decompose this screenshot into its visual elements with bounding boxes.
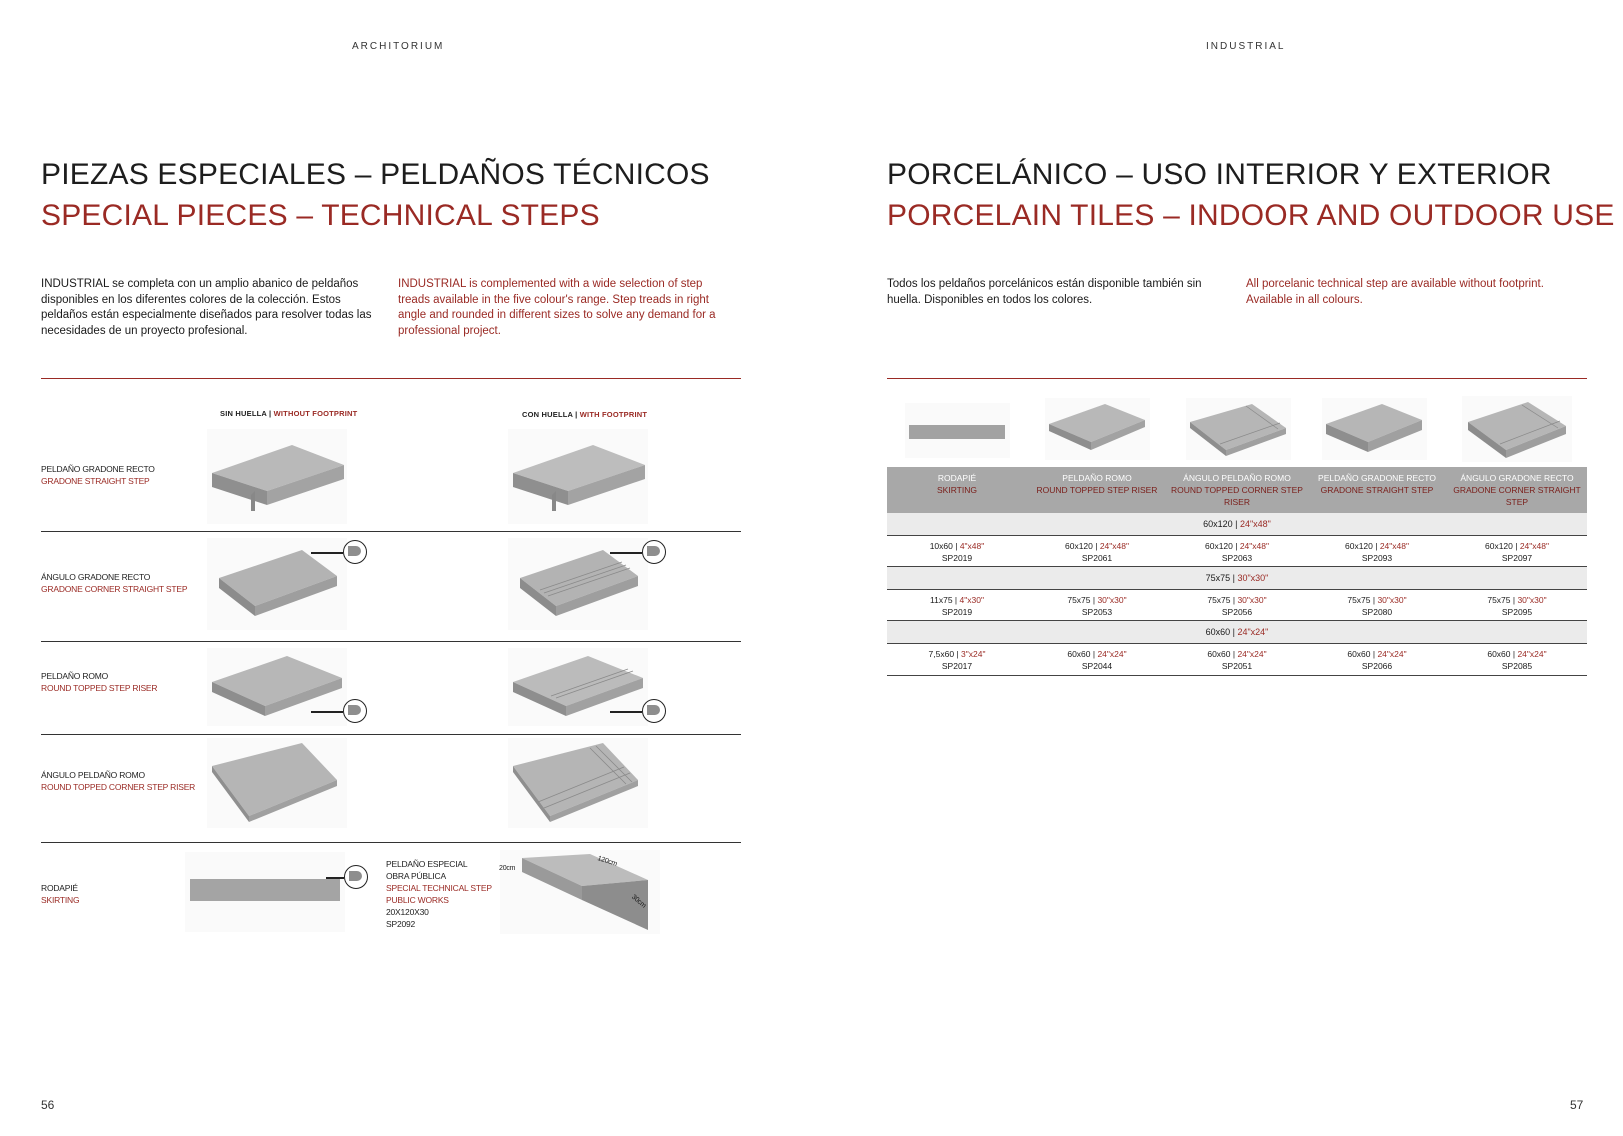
special-step-size: 20X120X30 <box>386 907 429 917</box>
table-cell: 7,5x60 | 3"x24" SP2017 <box>928 649 986 671</box>
tile-image-round-topped-footprint <box>508 648 648 726</box>
cell-imperial: 30"x30" <box>1517 595 1547 605</box>
row-divider <box>41 531 741 532</box>
cell-imperial: 3"x24" <box>961 649 986 659</box>
page-title-right-es: PORCELÁNICO – USO INTERIOR Y EXTERIOR <box>887 158 1552 191</box>
row-label-es: ÁNGULO GRADONE RECTO <box>41 572 151 582</box>
header-es: ÁNGULO PELDAÑO ROMO <box>1183 473 1291 483</box>
header-cell-round-topped-corner <box>1167 467 1307 513</box>
tile-image-skirting <box>185 852 345 932</box>
section-divider-right <box>887 378 1587 379</box>
row-label-es: RODAPIÉ <box>41 883 78 893</box>
callout-line <box>610 552 642 554</box>
row-divider <box>41 734 741 735</box>
row-divider <box>41 842 741 843</box>
row-label-round-topped-corner <box>41 769 195 793</box>
table-cell: 60x120 | 24"x48" SP2063 <box>1204 541 1270 563</box>
band-imperial: 30"x30" <box>1237 573 1269 583</box>
tile-image-round-topped-plain <box>207 648 347 726</box>
page-number-right: 57 <box>1570 1098 1584 1112</box>
row-label-skirting <box>41 882 79 906</box>
tile-image-round-topped-corner-plain <box>207 738 347 828</box>
cell-metric: 60x120 <box>1064 541 1093 551</box>
thumb-round-topped <box>1045 398 1150 460</box>
row-label-gradone-straight <box>41 463 155 487</box>
table-cell: 11x75 | 4"x30" SP2019 <box>930 595 984 617</box>
intro-right-es: Todos los peldaños porcelánicos están disponible también sin huella. Disponibles en todos los colores. <box>887 278 1202 306</box>
row-label-en: ROUND TOPPED CORNER STEP RISER <box>41 782 196 792</box>
section-divider-left <box>41 378 741 379</box>
header-cell-gradone-corner <box>1447 467 1587 513</box>
cell-code: SP2056 <box>1221 607 1253 617</box>
spec-table-header <box>887 467 1587 513</box>
cell-code: SP2097 <box>1501 553 1533 563</box>
table-line <box>887 675 1587 676</box>
table-cell: 75x75 | 30"x30" SP2053 <box>1067 595 1127 617</box>
page-title-es: PIEZAS ESPECIALES – PELDAÑOS TÉCNICOS <box>41 158 710 191</box>
row-label-en: GRADONE CORNER STRAIGHT STEP <box>41 584 188 594</box>
cell-imperial: 24"x48" <box>1239 541 1270 551</box>
table-cell: 60x60 | 24"x24" SP2051 <box>1207 649 1267 671</box>
cell-imperial: 4"x30" <box>959 595 984 605</box>
cell-imperial: 24"x24" <box>1517 649 1547 659</box>
row-label-es: PELDAÑO ROMO <box>41 671 109 681</box>
row-label-es: ÁNGULO PELDAÑO ROMO <box>41 770 145 780</box>
cell-code: SP2066 <box>1361 661 1393 671</box>
cell-imperial: 24"x48" <box>1379 541 1410 551</box>
row-label-gradone-corner <box>41 571 187 595</box>
cell-metric: 10x60 <box>929 541 953 551</box>
cell-code: SP2063 <box>1221 553 1253 563</box>
size-band-1: 60x120 | 24"x48" <box>887 513 1587 535</box>
size-band-3: 60x60 | 24"x24" <box>887 621 1587 643</box>
table-cell: 60x60 | 24"x24" SP2066 <box>1347 649 1407 671</box>
cell-imperial: 30"x30" <box>1377 595 1407 605</box>
special-step-code: SP2092 <box>386 919 416 929</box>
dim-height-label: 20cm <box>499 865 516 872</box>
page-title-right-en: PORCELAIN TILES – INDOOR AND OUTDOOR USE <box>887 199 1615 232</box>
row-label-en: SKIRTING <box>41 895 80 905</box>
header-cell-skirting <box>887 467 1027 513</box>
intro-right-en: All porcelanic technical step are available without footprint. Available in all colours. <box>1246 278 1544 306</box>
row-label-en: ROUND TOPPED STEP RISER <box>41 683 158 693</box>
header-cell-gradone-straight <box>1307 467 1447 513</box>
cell-metric: 60x120 <box>1484 541 1513 551</box>
table-cell: 75x75 | 30"x30" SP2056 <box>1207 595 1267 617</box>
band-imperial: 24"x48" <box>1239 519 1271 529</box>
cell-metric: 75x75 <box>1067 595 1091 605</box>
tile-image-gradone-straight-plain <box>207 429 347 524</box>
table-row <box>887 590 1587 620</box>
row-label-en: GRADONE STRAIGHT STEP <box>41 476 150 486</box>
header-en: GRADONE STRAIGHT STEP <box>1320 485 1434 495</box>
cell-code: SP2085 <box>1501 661 1533 671</box>
callout-line <box>311 552 343 554</box>
header-es: PELDAÑO GRADONE RECTO <box>1318 473 1436 483</box>
size-band-2: 75x75 | 30"x30" <box>887 567 1587 589</box>
header-en: SKIRTING <box>937 485 977 495</box>
special-step-en-2: PUBLIC WORKS <box>386 895 449 905</box>
col-heading-with-footprint: CON HUELLA | WITH FOOTPRINT <box>522 410 648 419</box>
col-heading-with-en: WITH FOOTPRINT <box>579 410 648 419</box>
cell-code: SP2061 <box>1081 553 1113 563</box>
cell-metric: 75x75 <box>1347 595 1371 605</box>
special-step-es-2: OBRA PÚBLICA <box>386 871 446 881</box>
thumb-round-topped-corner <box>1186 398 1291 460</box>
header-en: ROUND TOPPED CORNER STEP RISER <box>1171 485 1303 507</box>
page-number-left: 56 <box>41 1098 55 1112</box>
cell-code: SP2053 <box>1081 607 1113 617</box>
special-step-en-1: SPECIAL TECHNICAL STEP <box>386 883 492 893</box>
cell-metric: 60x120 <box>1204 541 1233 551</box>
step-profile-icon <box>343 699 367 723</box>
table-cell: 75x75 | 30"x30" SP2080 <box>1347 595 1407 617</box>
col-heading-with-es: CON HUELLA <box>522 410 573 419</box>
table-cell: 10x60 | 4"x48" SP2019 <box>929 541 985 563</box>
cell-metric: 75x75 <box>1207 595 1231 605</box>
dim-length-label: 120cm <box>596 855 618 868</box>
running-head-right: INDUSTRIAL <box>1206 41 1286 52</box>
band-metric: 60x60 <box>1205 627 1231 637</box>
header-es: ÁNGULO GRADONE RECTO <box>1460 473 1574 483</box>
table-cell: 75x75 | 30"x30" SP2095 <box>1487 595 1547 617</box>
cell-imperial: 24"x24" <box>1237 649 1267 659</box>
table-row <box>887 644 1587 674</box>
step-profile-icon <box>344 865 368 889</box>
callout-line <box>610 711 642 713</box>
step-profile-icon <box>642 540 666 564</box>
header-cell-round-topped <box>1027 467 1167 513</box>
col-heading-without-es: SIN HUELLA <box>220 409 267 418</box>
step-profile-icon <box>642 699 666 723</box>
cell-code: SP2044 <box>1081 661 1113 671</box>
row-divider <box>41 641 741 642</box>
cell-imperial: 24"x48" <box>1099 541 1130 551</box>
cell-metric: 60x60 <box>1487 649 1511 659</box>
dim-depth-label: 30cm <box>629 893 647 910</box>
row-label-es: PELDAÑO GRADONE RECTO <box>41 464 155 474</box>
cell-metric: 75x75 <box>1487 595 1511 605</box>
thumb-skirting <box>905 403 1010 458</box>
cell-imperial: 24"x24" <box>1377 649 1407 659</box>
header-es: RODAPIÉ <box>937 473 977 483</box>
callout-line <box>326 877 344 879</box>
tile-image-gradone-straight-footprint <box>508 429 648 524</box>
header-en: ROUND TOPPED STEP RISER <box>1036 485 1158 495</box>
step-profile-icon <box>343 540 367 564</box>
band-metric: 75x75 <box>1205 573 1231 583</box>
cell-imperial: 30"x30" <box>1237 595 1267 605</box>
cell-code: SP2017 <box>941 661 973 671</box>
table-cell: 60x120 | 24"x48" SP2097 <box>1484 541 1550 563</box>
band-metric: 60x120 <box>1203 519 1233 529</box>
row-label-round-topped <box>41 670 157 694</box>
col-heading-without-en: WITHOUT FOOTPRINT <box>273 409 358 418</box>
cell-imperial: 24"x48" <box>1519 541 1550 551</box>
table-cell: 60x120 | 24"x48" SP2093 <box>1344 541 1410 563</box>
thumb-gradone-corner <box>1462 396 1572 462</box>
header-es: PELDAÑO ROMO <box>1062 473 1132 483</box>
cell-code: SP2019 <box>941 553 973 563</box>
special-step-label <box>386 858 492 930</box>
cell-code: SP2095 <box>1501 607 1533 617</box>
cell-code: SP2019 <box>941 607 973 617</box>
band-imperial: 24"x24" <box>1237 627 1269 637</box>
table-cell: 60x60 | 24"x24" SP2085 <box>1487 649 1547 671</box>
tile-image-round-topped-corner-footprint <box>508 738 648 828</box>
table-cell: 60x120 | 24"x48" SP2061 <box>1064 541 1130 563</box>
col-heading-without-footprint: SIN HUELLA | WITHOUT FOOTPRINT <box>220 409 358 418</box>
intro-es: INDUSTRIAL se completa con un amplio abanico de peldaños disponibles en los diferentes colores de la colección. Estos peldaños están especialmente diseñados para resolver todas las necesidades de un proyecto profesional. <box>41 278 372 337</box>
special-step-es-1: PELDAÑO ESPECIAL <box>386 859 468 869</box>
cell-code: SP2093 <box>1361 553 1393 563</box>
page-title-en: SPECIAL PIECES – TECHNICAL STEPS <box>41 199 600 232</box>
cell-code: SP2051 <box>1221 661 1253 671</box>
cell-imperial: 4"x48" <box>959 541 985 551</box>
cell-metric: 7,5x60 <box>928 649 955 659</box>
callout-line <box>311 711 343 713</box>
cell-metric: 60x60 <box>1347 649 1371 659</box>
cell-metric: 60x60 <box>1207 649 1231 659</box>
cell-code: SP2080 <box>1361 607 1393 617</box>
cell-metric: 11x75 <box>930 595 953 605</box>
header-en: GRADONE CORNER STRAIGHT STEP <box>1453 485 1581 507</box>
table-cell: 60x60 | 24"x24" SP2044 <box>1067 649 1127 671</box>
running-head-left: ARCHITORIUM <box>352 41 445 52</box>
thumb-gradone-straight <box>1322 398 1427 460</box>
cell-imperial: 24"x24" <box>1097 649 1127 659</box>
cell-metric: 60x120 <box>1344 541 1373 551</box>
cell-imperial: 30"x30" <box>1097 595 1127 605</box>
cell-metric: 60x60 <box>1067 649 1091 659</box>
intro-en: INDUSTRIAL is complemented with a wide selection of step treads available in the five colour's range. Step treads in right angle and rounded in different sizes to solve any demand for a professional project. <box>398 278 716 337</box>
table-row <box>887 536 1587 566</box>
